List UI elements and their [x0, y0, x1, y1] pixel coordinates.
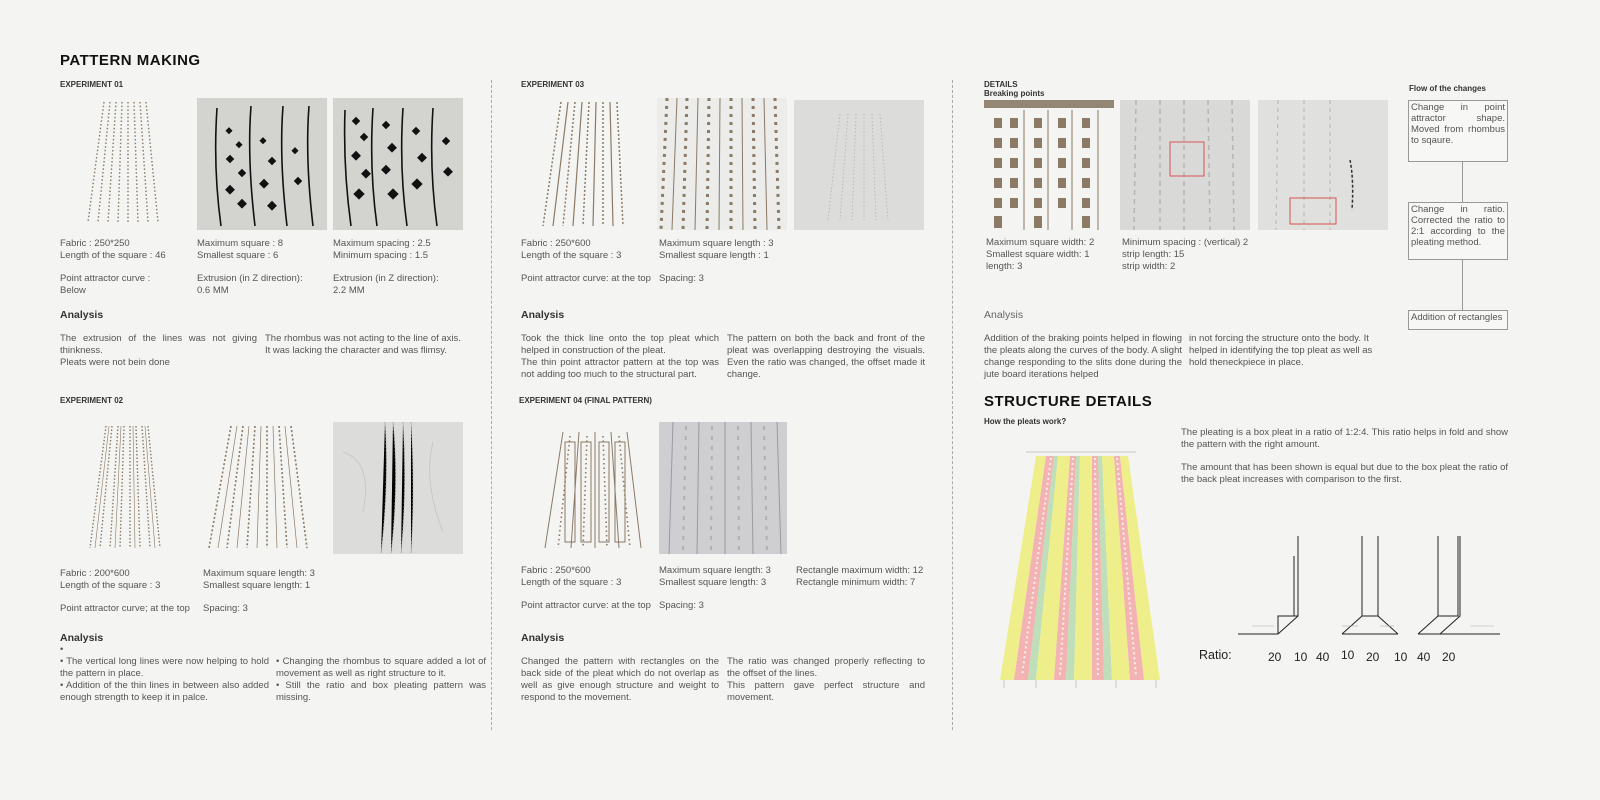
ratio-label: Ratio:	[1199, 648, 1232, 662]
structure-title: STRUCTURE DETAILS	[984, 393, 1153, 410]
exp03-analysis-1: Took the thick line onto the top pleat which helped in construction of the pleat. The thin point attractor pattern at the top was not adding too much to the structural part.	[521, 333, 719, 380]
exp01-extrusion-2: Extrusion (in Z direction): 2.2 MM	[333, 273, 439, 296]
exp02-analysis-1: • The vertical long lines were now helping to hold the pattern in place. • Addition of the thin lines in between also added enough strength to keep it in palce.	[60, 656, 269, 703]
details-analysis-2: in not forcing the structure onto the body. It helped in identifying the top pleat as well as hold theneckpiece in place.	[1189, 333, 1373, 368]
exp03-pattern-image-2	[657, 98, 787, 230]
exp01-pattern-image	[60, 98, 190, 228]
exp02-analysis-heading: Analysis	[60, 632, 104, 644]
exp01-photo-2	[333, 98, 463, 230]
exp03-spacing-info: Spacing: 3	[659, 273, 704, 284]
exp04-photo	[659, 422, 787, 554]
experiment-04-label: EXPERIMENT 04 (FINAL PATTERN)	[519, 396, 652, 405]
details-analysis-1: Addition of the braking points helped in flowing the pleats along the curves of the body. A slight change responding to the slits done during the jute board iterations helped	[984, 333, 1182, 380]
exp02-pattern-image-2	[197, 420, 327, 552]
ratio-values	[1268, 648, 1468, 666]
exp04-attractor-info: Point attractor curve: at the top	[521, 600, 651, 611]
column-divider	[952, 80, 953, 730]
exp03-fabric-info: Fabric : 250*600 Length of the square : 3	[521, 238, 622, 261]
ratio-value: 20	[1442, 650, 1456, 664]
column-divider	[491, 80, 492, 730]
exp03-analysis-2: The pattern on both the back and front of the pleat was overlapping destroying the visuals. Even the ratio was changed, the offset made it change.	[727, 333, 925, 380]
details-label: DETAILS	[984, 80, 1018, 89]
details-photo-1	[1120, 100, 1250, 230]
exp03-pattern-image	[521, 98, 651, 230]
details-sublabel: Breaking points	[984, 89, 1045, 98]
exp02-photo	[333, 422, 463, 554]
page-title: PATTERN MAKING	[60, 52, 201, 69]
exp01-square-info: Maximum square : 8 Smallest square : 6	[197, 238, 284, 261]
exp01-analysis-2: The rhombus was not acting to the line of axis. It was lacking the character and was flimsy.	[265, 333, 461, 356]
exp04-pattern-image	[521, 422, 651, 554]
exp03-photo	[794, 100, 924, 230]
flow-label: Flow of the changes	[1409, 84, 1486, 93]
exp04-square-info: Maximum square length: 3 Smallest square length: 3	[659, 565, 771, 588]
details-strip-info: Minimum spacing : (vertical) 2 strip length: 15 strip width: 2	[1122, 237, 1249, 272]
exp03-square-info: Maximum square length : 3 Smallest square length : 1	[659, 238, 774, 261]
details-analysis-heading: Analysis	[984, 309, 1024, 321]
exp01-analysis-1: The extrusion of the lines was not giving thinkness. Pleats were not bein done	[60, 333, 257, 368]
flow-box-2: Change in ratio. Corrected the ratio to 2:1 according to the pleating method.	[1408, 202, 1508, 260]
exp04-analysis-2: The ratio was changed properly reflecting to the offset of the lines. This pattern gave perfect structure and movement.	[727, 656, 925, 703]
details-pattern-image	[984, 100, 1114, 230]
exp04-analysis-heading: Analysis	[521, 632, 565, 644]
exp02-pattern-image-1	[60, 420, 190, 552]
exp01-fabric-info: Fabric : 250*250 Length of the square : 46	[60, 238, 166, 261]
exp02-bullet: •	[60, 644, 64, 655]
ratio-value: 10	[1394, 650, 1408, 664]
details-square-info: Maximum square width: 2 Smallest square width: 1 length: 3	[986, 237, 1095, 272]
details-photo-2	[1258, 100, 1388, 230]
experiment-02-label: EXPERIMENT 02	[60, 396, 124, 405]
exp02-spacing-info: Spacing: 3	[203, 603, 248, 614]
flow-connector	[1462, 162, 1463, 202]
exp03-analysis-heading: Analysis	[521, 309, 565, 321]
ratio-value: 10	[1294, 650, 1308, 664]
ratio-value: 40	[1316, 650, 1330, 664]
exp03-attractor-info: Point attractor curve: at the top	[521, 273, 651, 284]
exp04-fabric-info: Fabric : 250*600 Length of the square : 3	[521, 565, 622, 588]
box-pleat-fold-diagram	[1238, 532, 1500, 640]
structure-sublabel: How the pleats work?	[984, 417, 1067, 426]
ratio-value: 10	[1341, 648, 1355, 662]
exp02-analysis-2: • Changing the rhombus to square added a lot of movement as well as right structure to it. • Still the ratio and box pleating pattern was missing.	[276, 656, 486, 703]
exp01-analysis-heading: Analysis	[60, 309, 104, 321]
pleat-structure-diagram	[996, 448, 1166, 688]
experiment-03-label: EXPERIMENT 03	[521, 80, 585, 89]
structure-paragraph-2: The amount that has been shown is equal but due to the box pleat the ratio of the back pleat increases with comparison to the first.	[1181, 462, 1508, 485]
structure-paragraph-1: The pleating is a box pleat in a ratio of 1:2:4. This ratio helps in fold and show the pattern with the right amount.	[1181, 427, 1508, 450]
experiment-01-label: EXPERIMENT 01	[60, 80, 124, 89]
exp04-spacing-info: Spacing: 3	[659, 600, 704, 611]
exp01-photo-1	[197, 98, 327, 230]
exp01-extrusion-1: Extrusion (in Z direction): 0.6 MM	[197, 273, 303, 296]
ratio-value: 20	[1268, 650, 1282, 664]
ratio-value: 40	[1417, 650, 1431, 664]
flow-connector	[1462, 260, 1463, 310]
exp01-spacing-info: Maximum spacing : 2.5 Minimum spacing : 1.5	[333, 238, 431, 261]
exp01-attractor-info: Point attractor curve : Below	[60, 273, 151, 296]
exp02-fabric-info: Fabric : 200*600 Length of the square : 3	[60, 568, 161, 591]
exp02-square-info: Maximum square length: 3 Smallest square length: 1	[203, 568, 315, 591]
exp04-rectangle-info: Rectangle maximum width: 12 Rectangle minimum width: 7	[796, 565, 924, 588]
exp04-analysis-1: Changed the pattern with rectangles on the back side of the pleat which do not overlap as well as give enough structure and weight to respond to the movement.	[521, 656, 719, 703]
exp02-attractor-info: Point attractor curve; at the top	[60, 603, 190, 614]
flow-box-3: Addition of rectangles	[1408, 310, 1508, 330]
flow-box-1: Change in point attractor shape. Moved from rhombus to sqaure.	[1408, 100, 1508, 162]
ratio-value: 20	[1366, 650, 1380, 664]
